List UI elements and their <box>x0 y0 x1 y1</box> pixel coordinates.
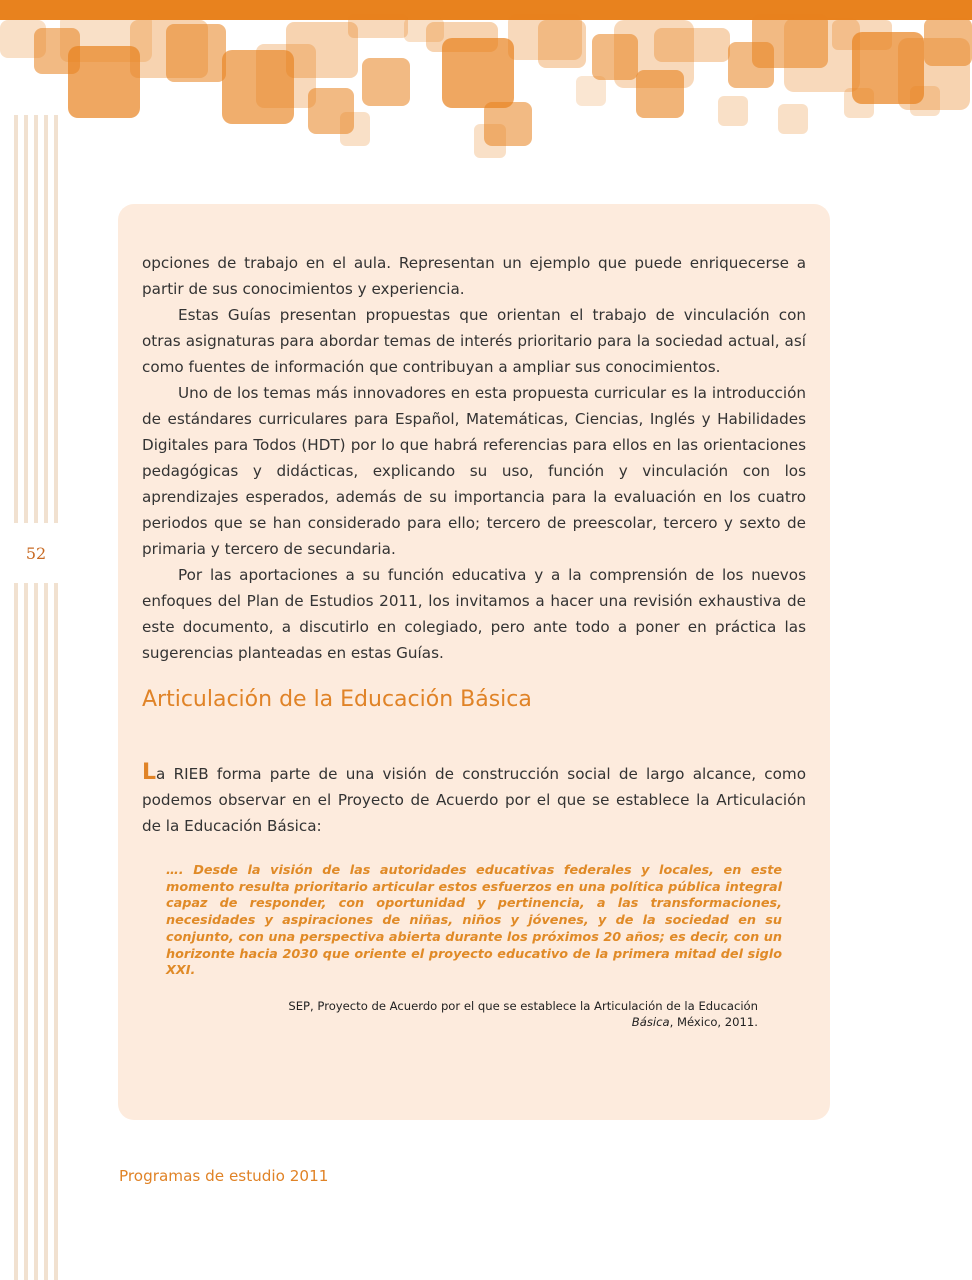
citation-tail: , México, 2011. <box>669 1014 758 1029</box>
left-margin-stripes <box>14 115 58 1280</box>
main-text-column <box>142 250 806 1030</box>
body-paragraph: Uno de los temas más innovadores en esta propuesta curricular es la introducción de estándares curriculares para Español, Matemáticas, Ciencias, Inglés y Habilidades Digitales para Todos (HDT) por lo que habrá referencias para ellos en las orientaciones pedagógicas y didácticas, explicando su uso, función y vinculación con los aprendizajes esperados, además de su importancia para la evaluación en los cuatro periodos que se han considerado para ello; tercero de preescolar, tercero y sexto de primaria y tercero de secundaria. <box>142 384 806 558</box>
citation-main: SEP, Proyecto de Acuerdo por el que se establece la Articulación de la Educación <box>288 998 758 1013</box>
citation-italic: Básica <box>631 1014 670 1029</box>
body-paragraph: Por las aportaciones a su función educativa y a la comprensión de los nuevos enfoques del Plan de Estudios 2011, los invitamos a hacer una revisión exhaustiva de este documento, a discutirlo en colegiado, pero ante todo a poner en práctica las sugerencias planteadas en estas Guías. <box>142 566 806 662</box>
footer-title: Programas de estudio 2011 <box>119 1167 329 1185</box>
block-quote: …. Desde la visión de las autoridades educativas federales y locales, en este momento resulta prioritario articular estos esfuerzos en una política pública integral capaz de responder, con oportunidad y pertinencia, a las transformaciones, necesidades y aspiraciones de niñas, niños y jóvenes, y de la sociedad en su conjunto, con una perspectiva abierta durante los próximos 20 años; es decir, con un horizonte hacia 2030 que oriente el proyecto educativo de la primera mitad del siglo XXI. <box>166 863 782 979</box>
drop-cap-letter: L <box>142 760 157 785</box>
lead-paragraph-text: a RIEB forma parte de una visión de construcción social de largo alcance, como podemos observar en el Proyecto de Acuerdo por el que se establece la Articulación de la Educación Básica: <box>142 765 806 835</box>
quote-citation <box>242 998 758 1030</box>
page-number <box>14 523 58 583</box>
decorative-squares-banner <box>0 0 972 170</box>
body-paragraph: opciones de trabajo en el aula. Representan un ejemplo que puede enriquecerse a partir de sus conocimientos y experiencia. <box>142 254 806 298</box>
page-number-label: 52 <box>25 543 47 563</box>
body-paragraph: Estas Guías presentan propuestas que orientan el trabajo de vinculación con otras asignaturas para abordar temas de interés prioritario para la sociedad actual, así como fuentes de información que contribuyan a ampliar sus conocimientos. <box>142 306 806 376</box>
lead-paragraph <box>142 760 806 839</box>
section-title: Articulación de la Educación Básica <box>142 687 532 712</box>
